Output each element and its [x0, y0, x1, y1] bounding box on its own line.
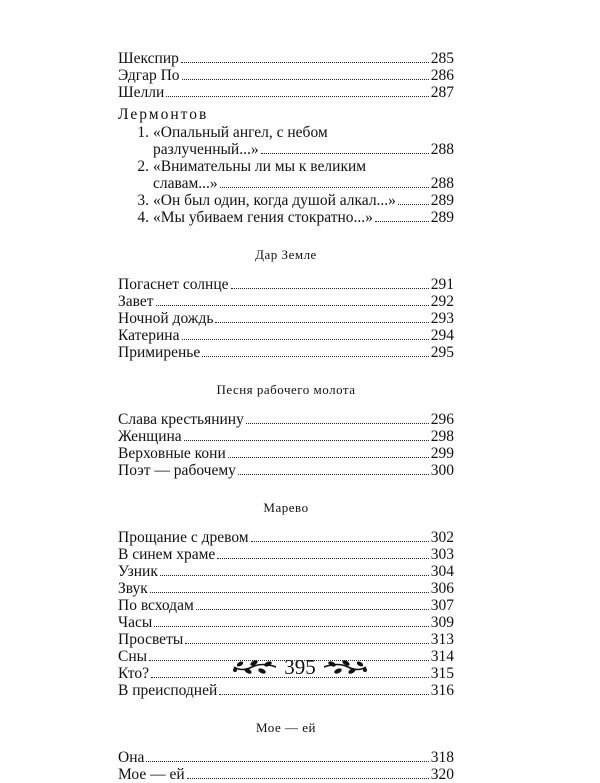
leader-dots [146, 750, 428, 762]
entry-title-line: «Внимательны ли мы к великим [153, 158, 367, 175]
toc-entry [118, 344, 454, 361]
entry-page: 291 [430, 276, 454, 293]
entry-title: Шелли [118, 84, 165, 101]
entry-title: Просветы [118, 631, 184, 648]
toc-entry [118, 50, 454, 67]
entry-title-line: «Опальный ангел, с небом [153, 124, 328, 141]
leader-dots [261, 142, 429, 154]
toc-entry [118, 766, 454, 783]
leader-dots [202, 345, 429, 357]
leader-dots [217, 547, 428, 559]
entry-page: 296 [430, 411, 454, 428]
section-title: Мое — ей [256, 720, 316, 735]
entry-title: Погаснет солнце [118, 276, 229, 293]
entry-page: 299 [430, 445, 454, 462]
section-title: Марево [263, 500, 309, 515]
toc-entry [118, 682, 454, 699]
toc-entry [118, 614, 454, 631]
leader-dots [160, 564, 429, 576]
leader-dots [231, 277, 429, 289]
entry-number: 4. [137, 209, 149, 226]
leader-dots [181, 51, 429, 63]
entry-title: Поэт — рабочему [118, 462, 236, 479]
toc-entry [118, 445, 454, 462]
leaf-ornament-right-icon [322, 658, 368, 676]
leader-dots [228, 446, 429, 458]
leader-dots [215, 311, 428, 323]
entry-title: Ночной дождь [118, 310, 214, 327]
entry-title: Прощание с древом [118, 529, 249, 546]
entry-title: Часы [118, 614, 153, 631]
toc-entry [118, 293, 454, 310]
entry-title-line: славам...» [153, 175, 218, 192]
entry-page: 292 [430, 293, 454, 310]
leaf-ornament-left-icon [232, 658, 278, 676]
toc-entry [118, 327, 454, 344]
entry-page: 313 [430, 631, 454, 648]
entry-page: 320 [430, 766, 454, 783]
page-number: 395 [284, 655, 316, 679]
entry-number: 1. [137, 124, 149, 141]
entry-title: В синем храме [118, 546, 216, 563]
entry-page: 314 [430, 648, 454, 665]
entry-page: 298 [430, 428, 454, 445]
entry-title: Она [118, 749, 145, 766]
entry-page: 288 [430, 141, 454, 158]
entry-page: 309 [430, 614, 454, 631]
toc-sections [118, 247, 454, 783]
leader-dots [238, 463, 429, 475]
entry-title-line: «Мы убиваем гения стократно...» [153, 209, 373, 226]
entry-page: 289 [430, 192, 454, 209]
toc-entry [118, 749, 454, 766]
leader-dots [219, 683, 428, 695]
group-title-lermontov: Лермонтов [118, 106, 209, 123]
entry-title: Примиренье [118, 344, 201, 361]
page-footer [0, 656, 600, 678]
entry-title: По всходам [118, 597, 194, 614]
entry-title: Женщина [118, 428, 182, 445]
toc-entry [118, 546, 454, 563]
section-title: Песня рабочего молота [216, 382, 356, 397]
entry-title: Звук [118, 580, 148, 597]
leader-dots [150, 581, 429, 593]
entry-number: 3. [137, 192, 149, 209]
entry-title: Катерина [118, 327, 180, 344]
toc-entry [118, 597, 454, 614]
entry-page: 303 [430, 546, 454, 563]
entry-page: 306 [430, 580, 454, 597]
toc-entry [118, 631, 454, 648]
leader-dots [220, 176, 429, 188]
entry-title: Эдгар По [118, 67, 180, 84]
toc-entry [118, 462, 454, 479]
toc-entry [118, 310, 454, 327]
leader-dots [184, 429, 429, 441]
leader-dots [251, 530, 429, 542]
leader-dots [182, 328, 429, 340]
entry-page: 288 [430, 175, 454, 192]
entry-title-line: разлученный...» [153, 141, 259, 158]
leader-dots [246, 412, 429, 424]
toc-entry [118, 580, 454, 597]
entry-title: Шекспир [118, 50, 179, 67]
toc-entry [118, 428, 454, 445]
entry-title: В преисподней [118, 682, 218, 699]
leader-dots [185, 632, 428, 644]
leader-dots [156, 294, 429, 306]
numbered-entry [118, 209, 454, 226]
entry-title: Мое — ей [118, 766, 185, 783]
entry-page: 318 [430, 749, 454, 766]
toc-entry [118, 276, 454, 293]
entry-page: 302 [430, 529, 454, 546]
entry-title-line: «Он был один, когда душой алкал...» [153, 192, 396, 209]
leader-dots [166, 85, 428, 97]
numbered-entry [118, 192, 454, 209]
entry-page: 316 [430, 682, 454, 699]
toc-entry [118, 67, 454, 84]
entry-title: Сны [118, 648, 148, 665]
section-title: Дар Земле [255, 247, 317, 262]
entry-page: 315 [430, 665, 454, 682]
toc-entry [118, 529, 454, 546]
toc-entry [118, 411, 454, 428]
entry-page: 293 [430, 310, 454, 327]
numbered-entry [118, 124, 454, 158]
leader-dots [182, 68, 429, 80]
entry-title: Верховные кони [118, 445, 226, 462]
entry-title: Завет [118, 293, 154, 310]
leader-dots [398, 193, 429, 205]
entry-page: 307 [430, 597, 454, 614]
entry-page: 285 [430, 50, 454, 67]
entry-page: 286 [430, 67, 454, 84]
entry-page: 289 [430, 209, 454, 226]
leader-dots [196, 598, 429, 610]
entry-title: Слава крестьянину [118, 411, 244, 428]
leader-dots [375, 210, 429, 222]
entry-title: Кто? [118, 665, 149, 682]
entry-page: 295 [430, 344, 454, 361]
leader-dots [154, 615, 429, 627]
entry-page: 304 [430, 563, 454, 580]
toc-entry [118, 84, 454, 101]
toc-entry [118, 563, 454, 580]
entry-page: 294 [430, 327, 454, 344]
entry-title: Узник [118, 563, 158, 580]
entry-page: 300 [430, 462, 454, 479]
entry-page: 287 [430, 84, 454, 101]
numbered-entry [118, 158, 454, 192]
entry-number: 2. [137, 158, 149, 175]
leader-dots [187, 767, 429, 779]
